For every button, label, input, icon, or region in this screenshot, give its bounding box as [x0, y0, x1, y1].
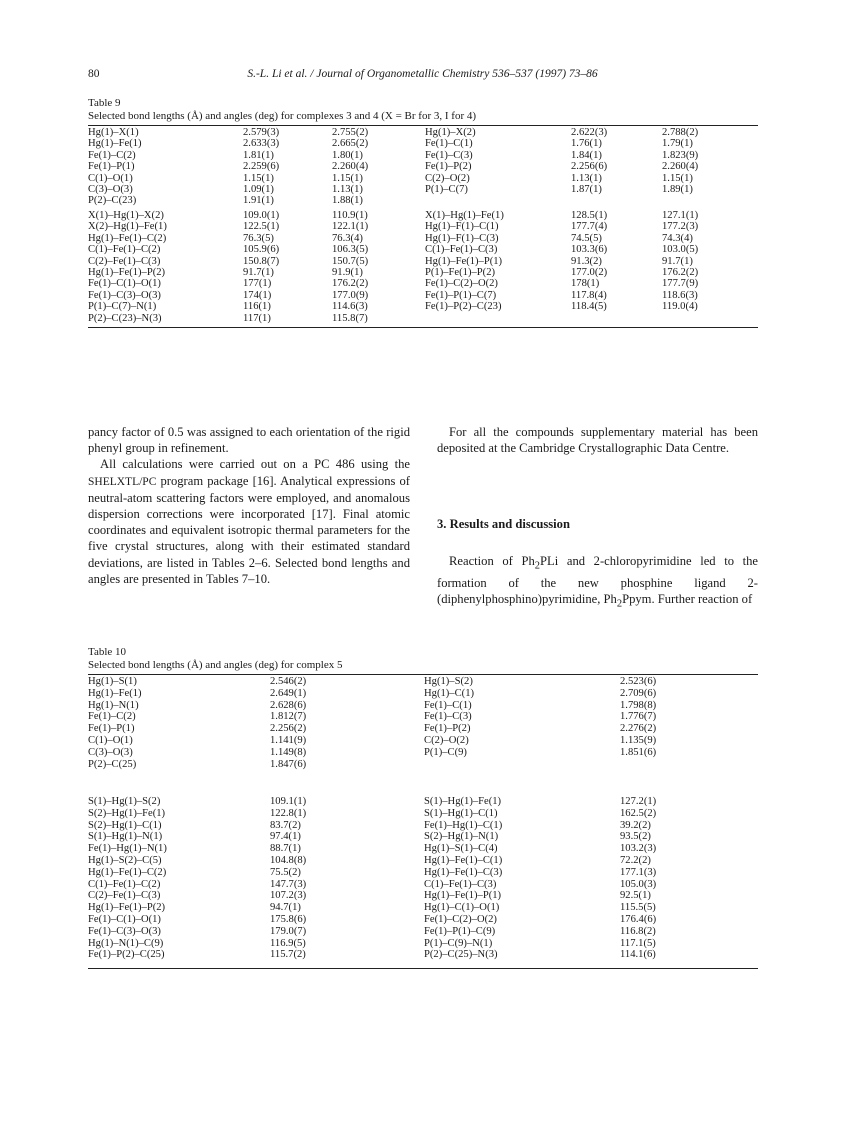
bond-label: C(2)–Fe(1)–C(3)	[88, 255, 161, 267]
bond-label: Hg(1)–S(1)–C(4)	[424, 843, 498, 855]
value-complex-3: 1.84(1)	[571, 149, 602, 161]
value: 1.776(7)	[620, 711, 657, 723]
bond-label: Hg(1)–Fe(1)–P(2)	[88, 266, 166, 278]
value-complex-3: 122.5(1)	[243, 221, 280, 233]
table9-lengths	[88, 127, 758, 207]
value-complex-3: 177.0(2)	[571, 266, 608, 278]
table-row	[88, 700, 758, 712]
bond-label: C(2)–Fe(1)–C(3)	[88, 890, 161, 902]
bond-label: Fe(1)–Hg(1)–N(1)	[88, 843, 167, 855]
value: 1.149(8)	[270, 746, 307, 758]
table-row	[88, 138, 758, 149]
value-complex-4: 103.0(5)	[662, 244, 699, 256]
value: 127.2(1)	[620, 796, 657, 807]
bond-label: Hg(1)–S(2)	[424, 676, 473, 687]
table-row	[88, 244, 758, 255]
value: 116.9(5)	[270, 937, 306, 949]
table-row	[88, 855, 758, 867]
table-row	[88, 267, 758, 278]
section-heading: 3. Results and discussion	[437, 517, 570, 531]
value-complex-3: 1.76(1)	[571, 138, 602, 150]
value: 177.1(3)	[620, 866, 657, 878]
table-row	[88, 735, 758, 747]
value: 114.1(6)	[620, 949, 656, 961]
value-complex-4: 1.80(1)	[332, 149, 363, 161]
bond-label: Hg(1)–F(1)–C(1)	[425, 221, 499, 233]
bond-label: Fe(1)–P(2)–C(23)	[425, 301, 502, 313]
table9-label: Table 9	[88, 97, 121, 109]
bond-label: X(1)–Hg(1)–Fe(1)	[425, 210, 504, 221]
value-complex-4: 110.9(1)	[332, 210, 368, 221]
value-complex-4: 127.1(1)	[662, 210, 699, 221]
value-complex-4: 2.260(4)	[332, 161, 369, 173]
value: 104.8(8)	[270, 854, 307, 866]
value-complex-4: 176.2(2)	[662, 266, 699, 278]
bond-label: Hg(1)–X(2)	[425, 127, 476, 138]
value-complex-3: 1.81(1)	[243, 149, 274, 161]
table-row	[88, 290, 758, 301]
table9-angles	[88, 210, 758, 324]
table9-top-rule	[88, 125, 758, 126]
table10-top-rule	[88, 674, 758, 675]
bond-label: Hg(1)–Fe(1)–C(3)	[424, 866, 503, 878]
table-row	[88, 820, 758, 832]
table-row	[88, 879, 758, 891]
value: 2.256(2)	[270, 723, 307, 735]
bond-label: P(1)–Fe(1)–P(2)	[425, 266, 496, 278]
value: 1.851(6)	[620, 746, 657, 758]
bond-label: Hg(1)–C(1)	[424, 687, 475, 699]
value-complex-4: 1.15(1)	[662, 172, 693, 184]
table-row	[88, 256, 758, 267]
bond-label: X(2)–Hg(1)–Fe(1)	[88, 221, 167, 233]
value-complex-4: 176.2(2)	[332, 278, 369, 290]
bond-label: Fe(1)–C(2)	[88, 711, 136, 723]
left-paragraph-2: All calculations were carried out on a PC 486 using the SHELXTL/PC program package [16]. Analytical expressions of neutral-atom scattering factors were employed, and anomalous dispersion corrections were incorporated [17]. Final atomic coordinates and equivalent isotropic thermal parameters for the five crystal structures, along with their estimated standard deviations, are listed in Tables 2–6. Selected bond lengths and angles are presented in Tables 7–10.	[88, 457, 410, 586]
software-name: SHELXTL/PC	[88, 475, 157, 488]
value-complex-3: 1.87(1)	[571, 183, 602, 195]
value-complex-3: 1.91(1)	[243, 195, 274, 207]
bond-label: C(1)–Fe(1)–C(3)	[424, 878, 497, 890]
value-complex-4: 114.6(3)	[332, 301, 368, 313]
bond-label: Fe(1)–C(2)–O(2)	[425, 278, 498, 290]
bond-label: Hg(1)–Fe(1)–C(2)	[88, 232, 167, 244]
value-complex-4: 177.0(9)	[332, 289, 369, 301]
value: 117.1(5)	[620, 937, 656, 949]
bond-label: Fe(1)–P(1)–C(9)	[424, 925, 496, 937]
value-complex-4: 1.823(9)	[662, 149, 699, 161]
table-row	[88, 210, 758, 221]
table-row	[88, 890, 758, 902]
value: 88.7(1)	[270, 843, 301, 855]
value-complex-4: 1.13(1)	[332, 183, 363, 195]
table-row	[88, 914, 758, 926]
table-row	[88, 221, 758, 232]
table10-caption: Selected bond lengths (Å) and angles (deg) for complex 5	[88, 659, 343, 671]
bond-label: P(2)–C(23)	[88, 195, 137, 207]
table-row	[88, 150, 758, 161]
value-complex-4: 1.88(1)	[332, 195, 363, 207]
value-complex-3: 1.09(1)	[243, 183, 274, 195]
bond-label: C(3)–O(3)	[88, 746, 133, 758]
bond-label: Fe(1)–P(1)–C(7)	[425, 289, 497, 301]
value: 1.141(9)	[270, 734, 307, 746]
value-complex-3: 150.8(7)	[243, 255, 280, 267]
value-complex-4: 119.0(4)	[662, 301, 698, 313]
running-head: S.-L. Li et al. / Journal of Organometallic Chemistry 536–537 (1997) 73–86	[247, 68, 598, 80]
table-row	[88, 831, 758, 843]
bond-label: C(1)–Fe(1)–C(2)	[88, 878, 161, 890]
value: 2.546(2)	[270, 676, 307, 687]
value-complex-3: 1.13(1)	[571, 172, 602, 184]
value: 97.4(1)	[270, 831, 301, 843]
bond-label: P(1)–C(7)	[425, 183, 468, 195]
bond-label: Fe(1)–P(1)	[88, 161, 135, 173]
value: 162.5(2)	[620, 807, 657, 819]
bond-label: S(2)–Hg(1)–N(1)	[424, 831, 499, 843]
value-complex-3: 174(1)	[243, 289, 272, 301]
bond-label: Fe(1)–C(1)	[425, 138, 473, 150]
bond-label: S(2)–Hg(1)–Fe(1)	[88, 807, 166, 819]
bond-label: S(1)–Hg(1)–C(1)	[424, 807, 498, 819]
bond-label: Fe(1)–C(3)–O(3)	[88, 289, 161, 301]
value-complex-3: 76.3(5)	[243, 232, 274, 244]
bond-label: C(1)–Fe(1)–C(3)	[425, 244, 498, 256]
bond-label: Hg(1)–F(1)–C(3)	[425, 232, 499, 244]
bond-label: X(1)–Hg(1)–X(2)	[88, 210, 164, 221]
value-complex-4: 2.788(2)	[662, 127, 699, 138]
value-complex-3: 177.7(4)	[571, 221, 608, 233]
value-complex-4: 115.8(7)	[332, 312, 368, 324]
value: 109.1(1)	[270, 796, 307, 807]
value-complex-3: 74.5(5)	[571, 232, 602, 244]
table-row	[88, 688, 758, 700]
bond-label: Fe(1)–P(2)	[425, 161, 472, 173]
bond-label: P(2)–C(23)–N(3)	[88, 312, 162, 324]
bond-label: P(2)–C(25)	[88, 758, 137, 770]
bond-label: P(2)–C(25)–N(3)	[424, 949, 498, 961]
bond-label: C(3)–O(3)	[88, 183, 133, 195]
value: 2.628(6)	[270, 699, 307, 711]
value-complex-3: 117.8(4)	[571, 289, 607, 301]
value-complex-4: 2.260(4)	[662, 161, 699, 173]
bond-label: S(2)–Hg(1)–C(1)	[88, 819, 162, 831]
bond-label: P(1)–C(9)	[424, 746, 467, 758]
value: 2.523(6)	[620, 676, 657, 687]
bond-label: Hg(1)–Fe(1)	[88, 687, 142, 699]
right-text-paragraph-1: For all the compounds supplementary material has been deposited at the Cambridge Crystallographic Data Centre.	[437, 425, 758, 456]
bond-label: Fe(1)–C(2)	[88, 149, 136, 161]
value: 103.2(3)	[620, 843, 657, 855]
bond-label: C(2)–O(2)	[425, 172, 470, 184]
bond-label: Fe(1)–P(2)	[424, 723, 471, 735]
table-row	[88, 313, 758, 324]
value: 92.5(1)	[620, 890, 651, 902]
value: 105.0(3)	[620, 878, 657, 890]
value: 115.5(5)	[620, 902, 656, 914]
value: 2.709(6)	[620, 687, 657, 699]
value: 115.7(2)	[270, 949, 306, 961]
table-row	[88, 902, 758, 914]
bond-label: C(1)–Fe(1)–C(2)	[88, 244, 161, 256]
value-complex-4: 76.3(4)	[332, 232, 363, 244]
bond-label: Hg(1)–Fe(1)	[88, 138, 142, 150]
value: 75.5(2)	[270, 866, 301, 878]
bond-label: Fe(1)–C(3)–O(3)	[88, 925, 161, 937]
value-complex-4: 122.1(1)	[332, 221, 369, 233]
value-complex-4: 1.15(1)	[332, 172, 363, 184]
value-complex-3: 91.7(1)	[243, 266, 274, 278]
table-row	[88, 127, 758, 138]
bond-label: Hg(1)–N(1)	[88, 699, 139, 711]
bond-label: Hg(1)–Fe(1)–P(1)	[424, 890, 502, 902]
bond-label: Hg(1)–S(1)	[88, 676, 137, 687]
table-row	[88, 173, 758, 184]
bond-label: Hg(1)–Fe(1)–C(2)	[88, 866, 167, 878]
value-complex-3: 103.3(6)	[571, 244, 608, 256]
table-row	[88, 747, 758, 759]
table-row	[88, 949, 758, 961]
value-complex-4: 106.3(5)	[332, 244, 369, 256]
table-row	[88, 759, 758, 771]
table-row	[88, 808, 758, 820]
value: 72.2(2)	[620, 854, 651, 866]
value-complex-3: 105.9(6)	[243, 244, 280, 256]
value: 1.812(7)	[270, 711, 307, 723]
value: 176.4(6)	[620, 913, 657, 925]
value-complex-3: 117(1)	[243, 312, 271, 324]
bond-label: P(1)–C(9)–N(1)	[424, 937, 493, 949]
bond-label: Hg(1)–S(2)–C(5)	[88, 854, 162, 866]
table-row	[88, 301, 758, 312]
value-complex-3: 177(1)	[243, 278, 272, 290]
bond-label: S(1)–Hg(1)–S(2)	[88, 796, 161, 807]
table-row	[88, 278, 758, 289]
value-complex-3: 109.0(1)	[243, 210, 280, 221]
value: 1.847(6)	[270, 758, 307, 770]
value-complex-4: 91.9(1)	[332, 266, 363, 278]
table9-caption: Selected bond lengths (Å) and angles (deg) for complexes 3 and 4 (X = Br for 3, I for 4)	[88, 110, 477, 122]
bond-label: S(1)–Hg(1)–N(1)	[88, 831, 163, 843]
table-row	[88, 676, 758, 688]
value: 2.276(2)	[620, 723, 657, 735]
value-complex-3: 178(1)	[571, 278, 600, 290]
value: 179.0(7)	[270, 925, 307, 937]
value-complex-4: 74.3(4)	[662, 232, 693, 244]
value-complex-4: 118.6(3)	[662, 289, 698, 301]
value-complex-4: 1.89(1)	[662, 183, 693, 195]
table9-bottom-rule	[88, 327, 758, 328]
value-complex-3: 118.4(5)	[571, 301, 607, 313]
bond-label: C(1)–O(1)	[88, 734, 133, 746]
value: 1.798(8)	[620, 699, 657, 711]
table-row	[88, 867, 758, 879]
value-complex-4: 177.7(9)	[662, 278, 699, 290]
table-row	[88, 233, 758, 244]
table-row	[88, 184, 758, 195]
value: 39.2(2)	[620, 819, 651, 831]
table-row	[88, 711, 758, 723]
bond-label: Hg(1)–X(1)	[88, 127, 139, 138]
bond-label: Fe(1)–C(1)–O(1)	[88, 278, 161, 290]
value-complex-3: 2.633(3)	[243, 138, 280, 150]
table10-bottom-rule	[88, 968, 758, 969]
value-complex-4: 177.2(3)	[662, 221, 699, 233]
table-row	[88, 796, 758, 808]
value: 122.8(1)	[270, 807, 307, 819]
value: 1.135(9)	[620, 734, 657, 746]
bond-label: C(1)–O(1)	[88, 172, 133, 184]
value: 107.2(3)	[270, 890, 307, 902]
bond-label: Fe(1)–C(3)	[424, 711, 472, 723]
table-row	[88, 843, 758, 855]
value: 116.8(2)	[620, 925, 656, 937]
value: 147.7(3)	[270, 878, 307, 890]
value-complex-4: 91.7(1)	[662, 255, 693, 267]
bond-label: C(2)–O(2)	[424, 734, 469, 746]
left-paragraph-1: pancy factor of 0.5 was assigned to each orientation of the rigid phenyl group in refinement.	[88, 425, 410, 456]
table-row	[88, 195, 758, 206]
value-complex-3: 128.5(1)	[571, 210, 608, 221]
table10-label: Table 10	[88, 646, 127, 658]
left-text-column	[88, 424, 410, 587]
value-complex-3: 2.256(6)	[571, 161, 608, 173]
bond-label: Fe(1)–C(2)–O(2)	[424, 913, 497, 925]
value-complex-3: 2.622(3)	[571, 127, 608, 138]
value-complex-4: 2.755(2)	[332, 127, 369, 138]
value-complex-4: 1.79(1)	[662, 138, 693, 150]
bond-label: Hg(1)–Fe(1)–P(2)	[88, 902, 166, 914]
bond-label: Hg(1)–Fe(1)–C(1)	[424, 854, 503, 866]
bond-label: Fe(1)–C(3)	[425, 149, 473, 161]
bond-label: Fe(1)–C(1)	[424, 699, 472, 711]
bond-label: Fe(1)–Hg(1)–C(1)	[424, 819, 503, 831]
bond-label: Hg(1)–Fe(1)–P(1)	[425, 255, 503, 267]
value-complex-4: 150.7(5)	[332, 255, 369, 267]
value-complex-4: 2.665(2)	[332, 138, 369, 150]
bond-label: Fe(1)–P(1)	[88, 723, 135, 735]
bond-label: P(1)–C(7)–N(1)	[88, 301, 157, 313]
value: 94.7(1)	[270, 902, 301, 914]
value-complex-3: 2.259(6)	[243, 161, 280, 173]
table10-angles	[88, 796, 758, 961]
bond-label: Fe(1)–P(2)–C(25)	[88, 949, 165, 961]
page-number: 80	[88, 68, 100, 80]
value: 93.5(2)	[620, 831, 651, 843]
value: 83.7(2)	[270, 819, 301, 831]
value: 2.649(1)	[270, 687, 307, 699]
table-row	[88, 938, 758, 950]
value-complex-3: 2.579(3)	[243, 127, 280, 138]
table-row	[88, 161, 758, 172]
bond-label: Hg(1)–N(1)–C(9)	[88, 937, 164, 949]
value-complex-3: 1.15(1)	[243, 172, 274, 184]
value-complex-3: 116(1)	[243, 301, 271, 313]
bond-label: Hg(1)–C(1)–O(1)	[424, 902, 500, 914]
table-row	[88, 723, 758, 735]
bond-label: S(1)–Hg(1)–Fe(1)	[424, 796, 502, 807]
value-complex-3: 91.3(2)	[571, 255, 602, 267]
bond-label: Fe(1)–C(1)–O(1)	[88, 913, 161, 925]
table-row	[88, 926, 758, 938]
value: 175.8(6)	[270, 913, 307, 925]
right-text-paragraph-2: Reaction of $Ph_2PLi$ and 2-chloropyrimidine led to the formation of the new phosphine ligand 2-(diphenylphosphino)pyrimidine, $Ph_2Ppym$. Further reaction of	[437, 554, 758, 610]
table10-lengths	[88, 676, 758, 770]
